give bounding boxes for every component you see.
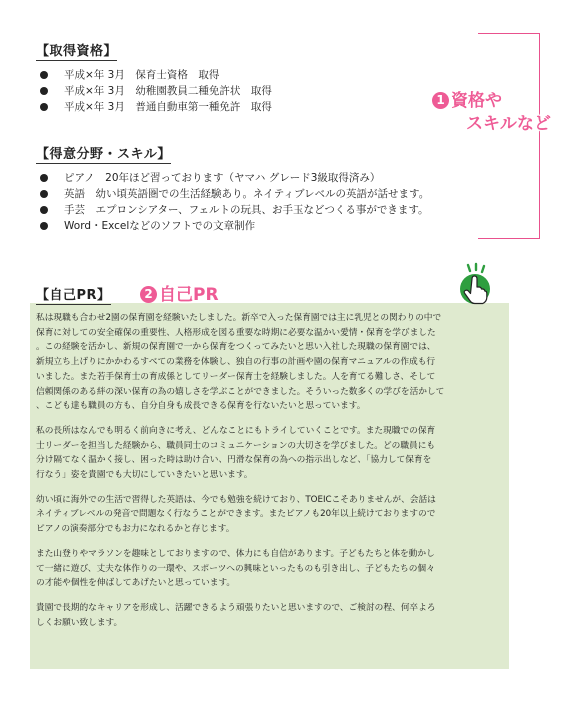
bullet-icon (40, 206, 48, 214)
self-pr-line: 私は現職も合わせ2園の保育園を経験いたしました。新卒で入った保育園では主に乳児との関わりの中で (36, 313, 442, 323)
self-pr-paragraph (36, 547, 506, 591)
self-pr-line: 士リーダーを担当した経験から、職員同士のコミュニケーションの大切さを学びました。どの職員にも (36, 440, 436, 451)
bullet-icon (40, 87, 48, 95)
callout-qualifications-line2: スキルなど (466, 114, 551, 134)
bullet-icon (40, 174, 48, 182)
qualifications-item-text: 平成×年 3月 保育士資格 取得 (64, 69, 220, 81)
self-pr-line: 、こども達も職員の方も、自分自身も成長できる保育を行ないたいと思っています。 (36, 401, 366, 412)
self-pr-line: ネイティブレベルの発音で問題なく行なうことができます。またピアノも20年以上続けておりますので (36, 509, 436, 520)
bullet-icon (40, 190, 48, 198)
pointing-hand-icon (451, 262, 495, 306)
self-pr-line: 行なう」姿を貴園でも大切にしていきたいと思います。 (36, 470, 253, 481)
self-pr-line: 保育に対しての安全確保の重要性、人格形成を図る重要な時期に必要な温かい愛情・保育を学びました (36, 327, 436, 338)
self-pr-line: 新規立ち上げりにかかわるすべての業務を体験し、独自の行事の計画や園の保育マニュアルの作成も行 (36, 357, 436, 368)
skills-heading: 【得意分野・スキル】 (36, 143, 171, 164)
bullet-icon (40, 71, 48, 79)
self-pr-line: 貴園で長期的なキャリアを形成し、活躍できるよう頑張りたいと思いますので、ご検討の程、何卒よろ (36, 602, 436, 613)
self-pr-line: しくお願い致します。 (36, 617, 123, 628)
self-pr-line: ピアノの演奏部分でもお力になれるかと存じます。 (36, 524, 235, 535)
self-pr-body (36, 311, 506, 640)
self-pr-paragraph (36, 311, 506, 414)
bullet-icon (40, 222, 48, 230)
skills-item (36, 202, 429, 218)
self-pr-line: 分け隔てなく温かく接し、困った時は助け合い、円滑な保育の為への指示出しなど、「協力して保育を (36, 455, 432, 466)
callout-qualifications (432, 90, 502, 112)
self-pr-line: 私の長所はなんでも明るく前向きに考え、どんなことにもトライしていくことです。また現職での保育 (36, 425, 436, 436)
qualifications-heading: 【取得資格】 (36, 40, 117, 61)
self-pr-line: 。この経験を活かし、新規の保育園で一から保育をつくってみたいと思い入社した現職の保育園では、 (36, 342, 436, 353)
callout-number-2: 2 (140, 286, 157, 303)
qualifications-item-text: 平成×年 3月 幼稚園教員二種免許状 取得 (64, 85, 272, 97)
callout-line1: 資格や (451, 91, 502, 111)
qualifications-section (36, 40, 272, 115)
bullet-icon (40, 103, 48, 111)
self-pr-heading-wrap (36, 284, 111, 305)
self-pr-line: 信頼関係のある絆の深い保育の為の嬉しさを学ぶことができました。そういった数多くの学びを活かして (36, 386, 445, 397)
skills-item-text: 手芸 エプロンシアター、フェルトの玩具、お手玉などつくる事ができます。 (64, 204, 429, 216)
skills-section (36, 143, 429, 234)
skills-item (36, 186, 429, 202)
self-pr-heading: 【自己PR】 (36, 284, 111, 305)
self-pr-line: また山登りやマラソンを趣味としておりますので、体力にも自信があります。子どもたちと体を動かし (36, 548, 435, 559)
qualifications-item (36, 99, 272, 115)
qualifications-list (36, 67, 272, 115)
skills-item-text: 英語 幼い頃英語圏での生活経験あり。ネイティブレベルの英語が話せます。 (64, 188, 430, 200)
self-pr-paragraph (36, 424, 506, 483)
skills-item-text: Word・Excelなどのソフトでの文章制作 (64, 220, 256, 232)
qualifications-item (36, 67, 272, 83)
self-pr-line: て一緒に遊び、丈夫な体作りの一環や、スポーツへの興味といったものも引き出し、子どもたちの個々 (36, 563, 435, 574)
callout-self-pr-label: 自己PR (159, 285, 219, 305)
self-pr-line: の才能や個性を伸ばしてあげたいと思っています。 (36, 578, 236, 589)
skills-item-text: ピアノ 20年ほど習っております（ヤマハ グレード3級取得済み） (64, 172, 381, 184)
callout-self-pr (140, 284, 219, 306)
callout-bracket (478, 33, 540, 239)
self-pr-line: いました。また若手保育士の育成係としてリーダー保育士を経験しました。人を育てる難しさ、そして (36, 371, 436, 382)
skills-item (36, 170, 429, 186)
qualifications-item-text: 平成×年 3月 普通自動車第一種免許 取得 (64, 101, 272, 113)
skills-list (36, 170, 429, 234)
skills-item (36, 218, 429, 234)
self-pr-paragraph (36, 601, 506, 630)
qualifications-item (36, 83, 272, 99)
callout-number-1: 1 (432, 92, 449, 109)
self-pr-line: 幼い頃に海外での生活で習得した英語は、今でも勉強を続けており、TOEICこそありませんが、会話は (36, 494, 436, 505)
self-pr-paragraph (36, 493, 506, 537)
